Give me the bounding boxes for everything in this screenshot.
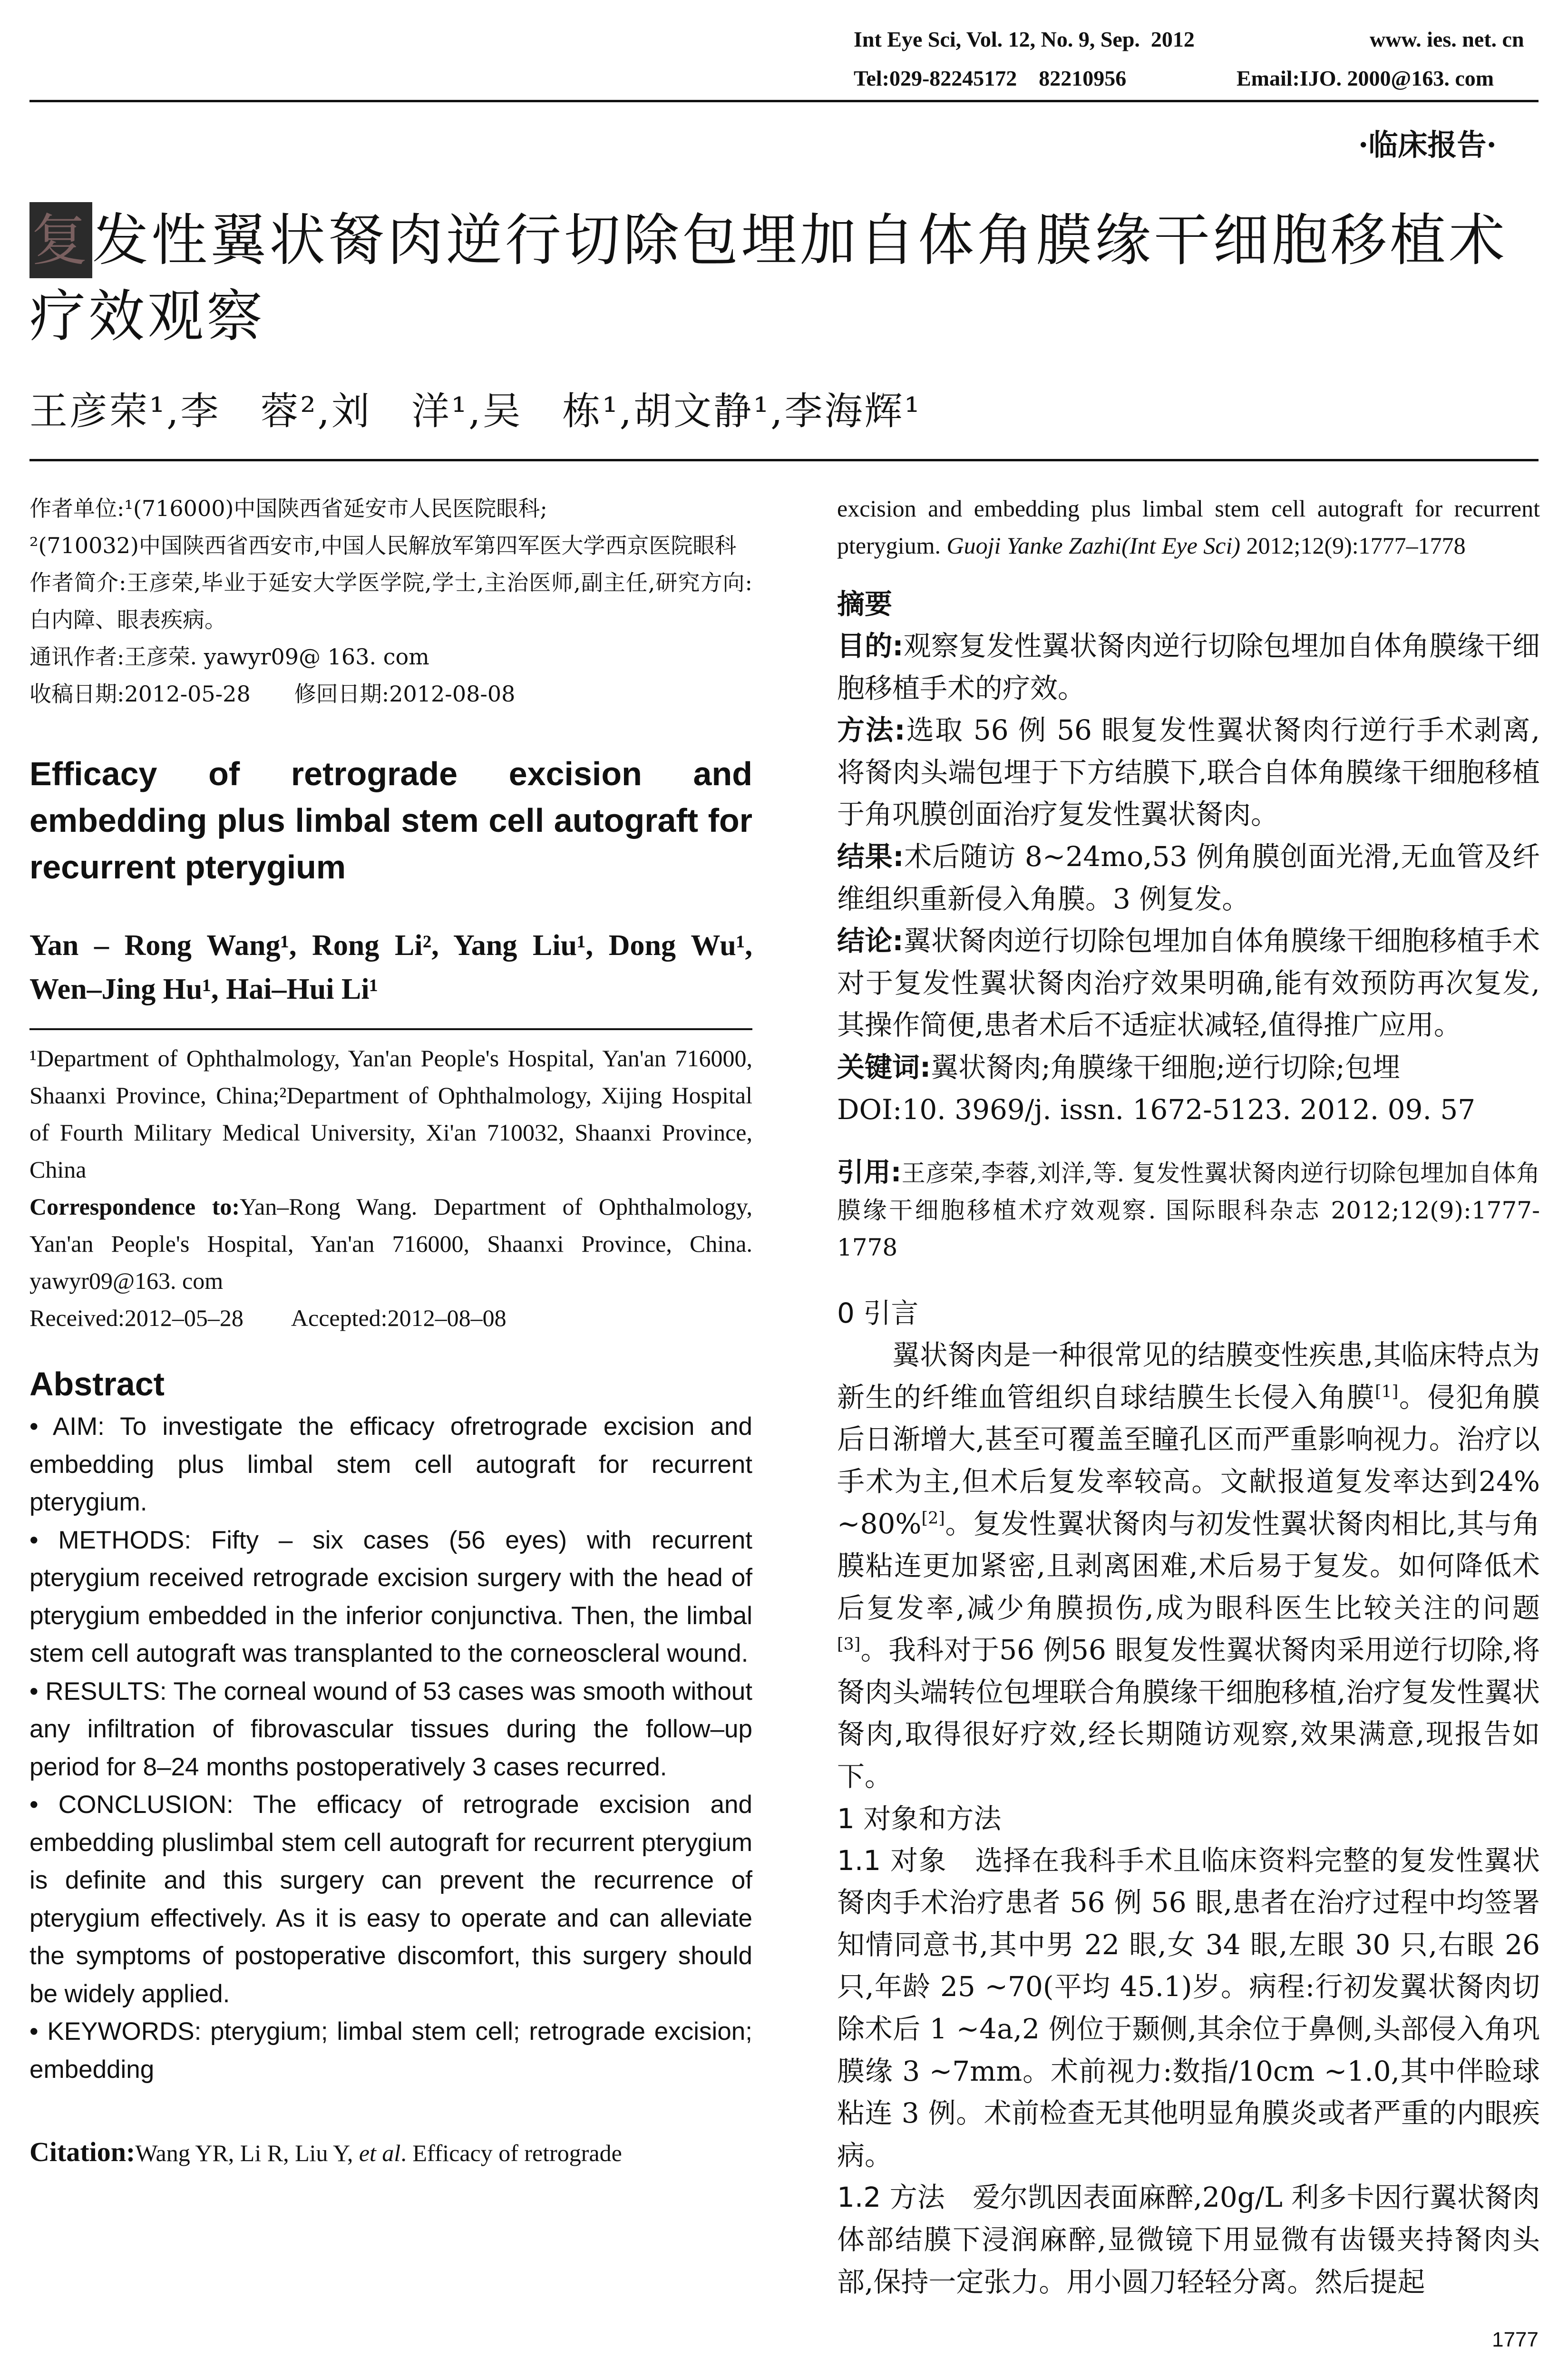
abstract-cn-method <box>837 709 1540 836</box>
affiliation-cn-1: 作者单位:¹(716000)中国陕西省延安市人民医院眼科; <box>29 496 547 521</box>
citation-cn-text: 王彦荣,李蓉,刘洋,等. 复发性翼状胬肉逆行切除包埋加自体角膜缘干细胞移植术疗效观察. 国际眼科杂志 2012;12(9):1777-1778 <box>837 1159 1540 1262</box>
journal-url: www. ies. net. cn <box>1370 27 1524 51</box>
correspondence-en <box>29 1188 752 1299</box>
affiliation-cn-2: ²(710032)中国陕西省西安市,中国人民解放军第四军医大学西京医院眼科 <box>29 533 737 558</box>
section-label: ·临床报告· <box>1358 127 1497 162</box>
doi: DOI:10. 3969/j. issn. 1672-5123. 2012. 09. 57 <box>837 1093 1476 1126</box>
authors-rule <box>29 459 1539 461</box>
left-column <box>29 490 752 2172</box>
ref-3: [3] <box>837 1635 861 1654</box>
ref-2: [2] <box>921 1509 945 1528</box>
abstract-heading: Abstract <box>29 1365 165 1403</box>
journal-citation-line: Int Eye Sci, Vol. 12, No. 9, Sep. 2012 <box>854 27 1195 51</box>
article-title-cn <box>29 202 1542 354</box>
method-label: 方法: <box>837 714 906 747</box>
journal-email: Email:IJO. 2000@163. com <box>1237 66 1494 90</box>
affiliation-en: ¹Department of Ophthalmology, Yan'an People's Hospital, Yan'an 716000, Shaanxi Province, China;²Department of Ophthalmology, Xijing Hospital of Fourth Military Medical University, Xi'an 710032, Shaanxi Province, China <box>29 1045 752 1183</box>
citation-en <box>29 2133 752 2172</box>
received-accepted: Received:2012–05–28 Accepted:2012–08–08 <box>29 1305 506 1331</box>
citation-cn <box>837 1154 1540 1266</box>
header-rule <box>29 100 1539 102</box>
section1-heading: 1 对象和方法 <box>837 1802 1002 1835</box>
correspondence-text: Yan–Rong Wang. Department of Ophthalmology, Yan'an People's Hospital, Yan'an 716000, Shaanxi Province, China. yawyr09@163. com <box>29 1193 752 1294</box>
aim-text: 观察复发性翼状胬肉逆行切除包埋加自体角膜缘干细胞移植手术的疗效。 <box>837 630 1540 704</box>
authors-en: Yan – Rong Wang¹, Rong Li², Yang Liu¹, Dong Wu¹, Wen–Jing Hu¹, Hai–Hui Li¹ <box>29 929 752 1005</box>
citation-journal: Guoji Yanke Zazhi(Int Eye Sci) <box>946 532 1241 559</box>
page-number: 1777 <box>1492 2328 1539 2351</box>
section-1-2-text: 爱尔凯因表面麻醉,20g/L 利多卡因行翼状胬肉体部结膜下浸润麻醉,显微镜下用显微有齿镊夹持胬肉头部,保持一定张力。用小圆刀轻轻分离。然后提起 <box>837 2181 1540 2298</box>
section-1-1-label: 1.1 对象 <box>837 1844 947 1877</box>
abstract-cn-keywords <box>837 1046 1540 1089</box>
method-text: 选取 56 例 56 眼复发性翼状胬肉行逆行手术剥离,将胬肉头端包埋于下方结膜下,联合自体角膜缘干细胞移植于角巩膜创面治疗复发性翼状胬肉。 <box>837 714 1540 831</box>
abstract-cn-heading: 摘要 <box>837 588 893 620</box>
citation-continued <box>837 490 1540 564</box>
corresponding-author-cn: 通讯作者:王彦荣. yawyr09@ 163. com <box>29 644 429 670</box>
author-bio: 作者简介:王彦荣,毕业于延安大学医学院,学士,主治医师,副主任,研究方向:白内障、眼表疾病。 <box>29 570 752 633</box>
result-text: 术后随访 8~24mo,53 例角膜创面光滑,无血管及纤维组织重新侵入角膜。3 例复发。 <box>837 840 1540 915</box>
citation-text: Wang YR, Li R, Liu Y, <box>135 2140 359 2166</box>
abstract-cn-result <box>837 836 1540 920</box>
keywords-label: 关键词: <box>837 1051 931 1083</box>
correspondence-label: Correspondence to: <box>29 1193 240 1220</box>
dates-cn: 收稿日期:2012-05-28 修回日期:2012-08-08 <box>29 681 516 707</box>
intro-paragraph <box>837 1334 1540 1798</box>
journal-tel: Tel:029-82245172 82210956 <box>854 66 1127 90</box>
intro-heading: 0 引言 <box>837 1297 919 1330</box>
article-title-en: Efficacy of retrograde excision and embedding plus limbal stem cell autograft for recurrent pterygium <box>29 755 752 886</box>
aim-label: 目的: <box>837 630 904 662</box>
ref-1: [1] <box>1375 1382 1399 1402</box>
section-1-2 <box>837 2176 1540 2303</box>
abstract-cn-conclusion <box>837 920 1540 1046</box>
title-first-char: 复 <box>29 202 92 278</box>
citation-label: Citation: <box>29 2136 136 2167</box>
intro-text-d: 。我科对于56 例56 眼复发性翼状胬肉采用逆行切除,将胬肉头端转位包埋联合角膜缘干细胞移植,治疗复发性翼状胬肉,取得很好疗效,经长期随访观察,效果满意,现报告如下。 <box>837 1634 1540 1793</box>
conclusion-label: 结论: <box>837 925 904 957</box>
abstract-conclusion: • CONCLUSION: The efficacy of retrograde excision and embedding pluslimbal stem cell autograft for recurrent pterygium is definite and this surgery can prevent the recurrence of pterygium effectively. As it is easy to operate and can alleviate the symptoms of postoperative discomfort, this surgery should be widely applied. <box>29 1786 752 2013</box>
intro-text-b: 。侵犯角膜后日渐增大,甚至可覆盖至瞳孔区而严重影响视力。治疗以手术为主,但术后复发率较高。文献报道复发率达到24% ~80% <box>837 1381 1540 1540</box>
authors-cn: 王彦荣¹,李 蓉²,刘 洋¹,吴 栋¹,胡文静¹,李海辉¹ <box>29 389 922 433</box>
affiliation-block-en <box>29 1028 752 1336</box>
section-1-1-text: 选择在我科手术且临床资料完整的复发性翼状胬肉手术治疗患者 56 例 56 眼,患者在治疗过程中均签署知情同意书,其中男 22 眼,女 34 眼,左眼 30 只,右眼 26 只,年龄 25 ~70(平均 45.1)岁。病程:行初发翼状胬肉切除术后 1 ~4a,2 例位于颞侧,其余位于鼻侧,头部侵入角巩膜缘 3 ~7mm。术前视力:数指/10cm ~1.0,其中伴睑球粘连 3 例。术前检查无其他明显角膜炎或者严重的内眼疾病。 <box>837 1844 1540 2172</box>
result-label: 结果: <box>837 840 904 873</box>
right-column <box>837 490 1540 2303</box>
citation-cn-label: 引用: <box>837 1157 902 1188</box>
keywords-text: 翼状胬肉;角膜缘干细胞;逆行切除;包埋 <box>931 1051 1400 1083</box>
section-1-2-label: 1.2 方法 <box>837 2181 945 2214</box>
abstract-cn-aim <box>837 625 1540 709</box>
citation-cont-text: excision and embedding plus limbal stem cell autograft for recurrent pterygium. <box>837 495 1540 559</box>
intro-text-a: 翼状胬肉是一种很常见的结膜变性疾患,其临床特点为新生的纤维血管组织自球结膜生长侵入角膜 <box>837 1339 1540 1413</box>
conclusion-text: 翼状胬肉逆行切除包埋加自体角膜缘干细胞移植手术对于复发性翼状胬肉治疗效果明确,能有效预防再次复发,其操作简便,患者术后不适症状减轻,值得推广应用。 <box>837 925 1540 1042</box>
abstract-methods: • METHODS: Fifty – six cases (56 eyes) with recurrent pterygium received retrograde excision surgery with the head of pterygium embedded in the inferior conjunctiva. Then, the limbal stem cell autograft was transplanted to the corneoscleral wound. <box>29 1521 752 1673</box>
citation-etal: et al <box>359 2140 401 2166</box>
abstract-aim: • AIM: To investigate the efficacy ofretrograde excision and embedding plus limbal stem cell autograft for recurrent pterygium. <box>29 1408 752 1521</box>
citation-end: 2012;12(9):1777–1778 <box>1246 532 1466 559</box>
section-1-1 <box>837 1840 1540 2177</box>
title-rest: 发性翼状胬肉逆行切除包埋加自体角膜缘干细胞移植术疗效观察 <box>29 207 1508 349</box>
abstract-keywords: • KEYWORDS: pterygium; limbal stem cell; retrograde excision; embedding <box>29 2013 752 2088</box>
citation-tail: . Efficacy of retrograde <box>400 2140 622 2166</box>
intro-text-c: 。复发性翼状胬肉与初发性翼状胬肉相比,其与角膜粘连更加紧密,且剥离困难,术后易于复发。如何降低术后复发率,减少角膜损伤,成为眼科医生比较关注的问题 <box>837 1507 1540 1624</box>
abstract-results: • RESULTS: The corneal wound of 53 cases was smooth without any infiltration of fibrovascular tissues during the follow–up period for 8–24 months postoperatively 3 cases recurred. <box>29 1673 752 1786</box>
